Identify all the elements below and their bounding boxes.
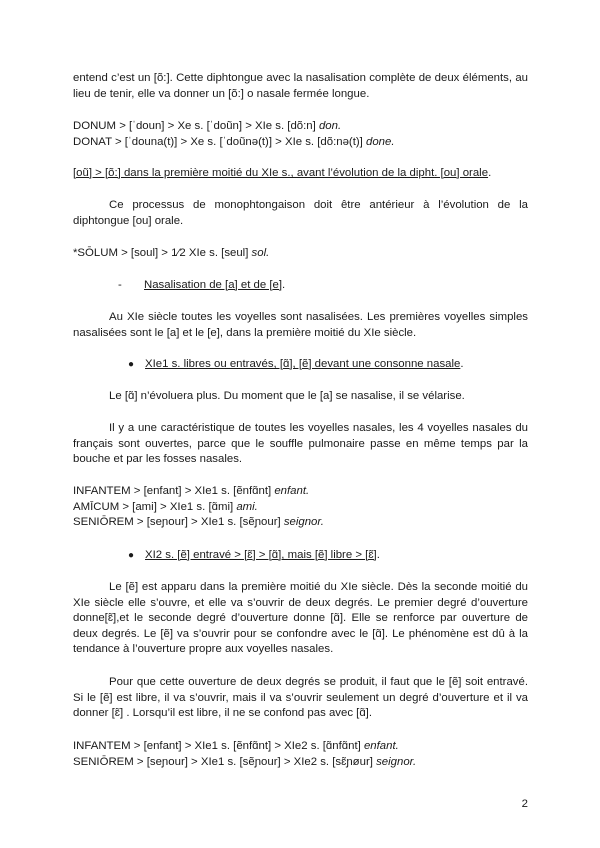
example-line-infantem-xie2: INFANTEM > [enfant] > XIe1 s. [ẽnfɑ̃nt] > XIe2 s. [ɑ̃nfɑ̃nt] enfant. xyxy=(73,740,399,752)
paragraph-velarisation: Le [ɑ̃] n’évoluera plus. Du moment que le [a] se nasalise, il se vélarise. xyxy=(109,390,465,402)
example-word-enfant-xie2: enfant. xyxy=(363,740,399,752)
example-block-donum xyxy=(73,119,528,150)
example-line-donum: DONUM > [ˈdoun] > Xe s. [ˈdoũn] > XIe s. [dõ:n] don. xyxy=(73,120,342,132)
bullet-item-xi2: ● XI2 s. [ẽ] entravé > [ɛ̃] > [ɑ̃], mais [ẽ] libre > [ɛ̃]. xyxy=(128,548,380,564)
paragraph-e-opening: Le [ẽ] est apparu dans la première moitié du XIe siècle. Dès la seconde moitié du XIe siècle elle s’ouvre, et elle va s’ouvrir de deux degrés. Le premier degré d’ouverture donne[ɛ̃],et le seconde degré d’ouverture donne [ɑ̃]. Elle se renforce par ouverture de deux degrés. Le [ẽ] va s’ouvrir pour se confondre avec le [ɑ̃]. Le phénomène est dû à la tendance à l’ouverture propre aux voyelles nasales. xyxy=(73,581,528,656)
paragraph-open-nasals: Il y a une caractéristique de toutes les voyelles nasales, les 4 voyelles nasales du français sont ouvertes, parce que le souffle pulmonaire passe en même temps par la bouche et par les fosses nasales. xyxy=(73,422,528,466)
paragraph-nasalisation-xie: Au XIe siècle toutes les voyelles sont nasalisées. Les premières voyelles simples nasalisées sont le [a] et le [e], dans la première moitié du XIe siècle. xyxy=(73,311,528,339)
example-word-seignor-xie2: seignor. xyxy=(376,755,417,768)
example-line-infantem: INFANTEM > [enfant] > XIe1 s. [ẽnfɑ̃nt] enfant. xyxy=(73,485,310,497)
paragraph-entrave-libre: Pour que cette ouverture de deux degrés se produit, il faut que le [ẽ] soit entravé. Si le [ẽ] est libre, il va s’ouvrir, mais il va s’ouvrir seulement un degré d’ouverture et il va donner [ɛ̃] . Lorsqu’il est libre, il ne se confond pas avec [ɑ̃]. xyxy=(73,676,528,720)
example-line-seniorem: SENIŌREM > [seɲour] > XIe1 s. [sẽɲour] seignor. xyxy=(73,516,324,529)
paragraph-monophthongization: Ce processus de monophtongaison doit être antérieur à l’évolution de la diphtongue [ou] orale. xyxy=(73,199,528,227)
section-heading-nasalisation: - Nasalisation de [a] et de [e]. xyxy=(118,278,285,294)
example-solum: *SŌLUM > [soul] > 1⁄2 XIe s. [seul] sol. xyxy=(73,247,270,259)
bullet-text-xi2: XI2 s. [ẽ] entravé > [ɛ̃] > [ɑ̃], mais [ẽ] libre > [ɛ̃] xyxy=(145,549,377,561)
example-line-donat: DONAT > [ˈdouna(t)] > Xe s. [ˈdoũnə(t)] > XIe s. [dõ:nə(t)] done. xyxy=(73,135,395,148)
example-line-amicum: AMĪCUM > [ami] > XIe1 s. [ɑ̃mi] ami. xyxy=(73,500,258,513)
example-word-done: done. xyxy=(366,135,395,148)
bullet-icon: ● xyxy=(128,550,135,561)
example-line-seniorem-xie2: SENIŌREM > [seɲour] > XIe1 s. [sẽɲour] > XIe2 s. [sɛ̃ɲøur] seignor. xyxy=(73,755,417,768)
paragraph-diphthong-intro: entend c’est un [õ:]. Cette diphtongue avec la nasalisation complète de deux éléments, au lieu de tenir, elle va donner un [õ:] o nasale fermée longue. xyxy=(73,72,528,100)
rule-oun-summary: [oũ] > [õ:] dans la première moitié du XIe s., avant l’évolution de la dipht. [ou] orale. xyxy=(73,167,492,179)
example-word-seignor: seignor. xyxy=(283,516,324,529)
dash-marker: - xyxy=(118,279,122,291)
bullet-text-xie1: XIe1 s. libres ou entravés, [ɑ̃], [ẽ] devant une consonne nasale xyxy=(145,358,461,370)
example-word-enfant: enfant. xyxy=(274,485,310,497)
example-block-xie2 xyxy=(73,739,528,770)
bullet-item-xie1: ● XIe1 s. libres ou entravés, [ɑ̃], [ẽ] devant une consonne nasale. xyxy=(128,357,464,373)
page-number: 2 xyxy=(521,798,528,810)
example-word-ami: ami. xyxy=(236,500,258,513)
example-word-sol: sol. xyxy=(251,247,270,259)
example-word-don: don. xyxy=(318,120,342,132)
bullet-icon: ● xyxy=(128,359,135,370)
section-heading-text: Nasalisation de [a] et de [e] xyxy=(144,279,283,291)
example-block-xie1 xyxy=(73,484,528,531)
